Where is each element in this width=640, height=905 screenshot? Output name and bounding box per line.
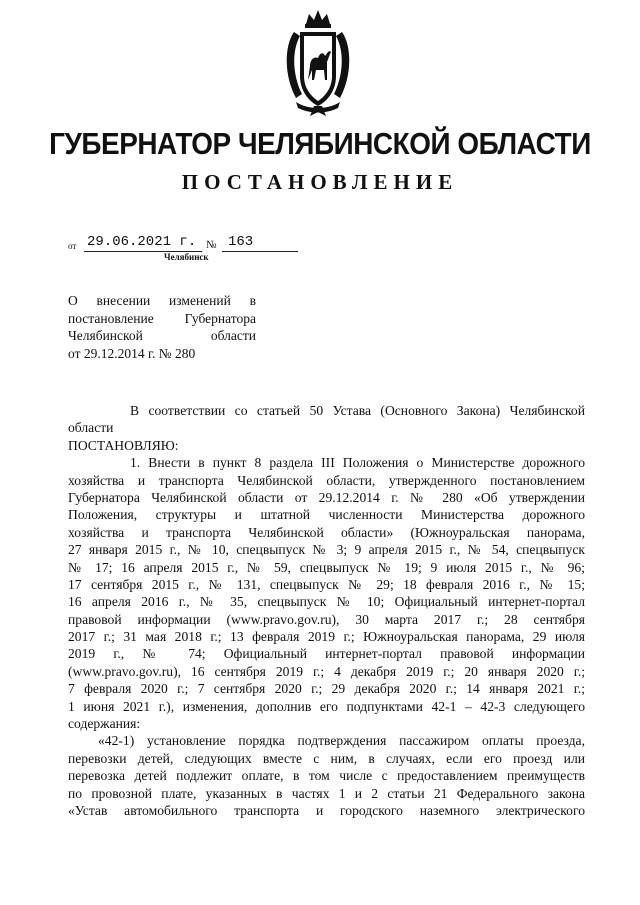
item1-line: 1 июня 2021 г.), изменения, дополнив его подпунктами 42-1 – 42-3 следующего: [68, 698, 585, 714]
item1-line: 7 февраля 2020 г.; 7 сентября 2020 г.; 29 декабря 2020 г.; 14 января 2021 г.;: [68, 681, 585, 697]
decree-word: ПОСТАНОВЛЯЮ:: [68, 437, 179, 453]
item42-1-line: «Устав автомобильного транспорта и городского наземного электрического: [68, 802, 585, 818]
item1-line: 16 апреля 2016 г., № 35, спецвыпуск № 10; Официальный интернет-портал: [68, 594, 585, 610]
subject-line: Челябинской области: [68, 328, 256, 343]
number-underline: [222, 251, 298, 252]
date-prefix: от: [68, 241, 77, 251]
item42-1-line: перевозка детей подлежит оплате, в том числе с предоставлением преимуществ: [68, 768, 585, 784]
item1-line: (www.pravo.gov.ru), 16 сентября 2019 г.; 4 декабря 2019 г.; 20 января 2020 г.;: [68, 663, 585, 679]
item1-line: хозяйства и транспорта Челябинской области, утвержденного постановлением: [68, 472, 585, 488]
authority-title: ГУБЕРНАТОР ЧЕЛЯБИНСКОЙ ОБЛАСТИ: [49, 126, 591, 161]
document-number: 163: [228, 234, 254, 250]
item42-1-line: перевозки детей, следующих вместе с ним, в случаях, если его проезд или: [68, 750, 585, 766]
subject-line: постановление Губернатора: [68, 310, 256, 326]
item1-line: Положения, структуры и штатной численности Министерства дорожного: [68, 507, 585, 523]
subject-line: от 29.12.2014 г. № 280: [68, 345, 196, 361]
item1-line: правовой информации (www.pravo.gov.ru), 30 марта 2017 г.; 28 сентября: [68, 611, 585, 627]
coat-of-arms-icon: [280, 6, 356, 118]
item1-line: № 17; 16 апреля 2015 г., № 59, спецвыпуск № 19; 9 июля 2015 г., № 96;: [68, 559, 585, 575]
number-prefix: №: [206, 239, 217, 251]
document-date: 29.06.2021 г.: [87, 234, 197, 250]
item1-line: 2017 г.; 31 мая 2018 г.; 13 февраля 2019 г.; Южноуральская панорама, 29 июля: [68, 629, 585, 645]
preamble-line: В соответствии со статьей 50 Устава (Основного Закона) Челябинской: [130, 403, 585, 418]
document-body: [68, 402, 585, 819]
item1-line: 27 января 2015 г., № 10, спецвыпуск № 3; 9 апреля 2015 г., № 54, спецвыпуск: [68, 542, 585, 558]
item1-line: 17 сентября 2015 г., № 131, спецвыпуск № 29; 18 февраля 2016 г., № 15;: [68, 576, 585, 592]
item1-line: хозяйства и транспорта Челябинской области» (Южноуральская панорама,: [68, 524, 585, 540]
document-type-title: ПОСТАНОВЛЕНИЕ: [181, 170, 459, 194]
item42-1-line: «42-1) установление порядка подтверждения пассажиром оплаты проезда,: [98, 733, 585, 749]
subject-block: [68, 292, 256, 362]
preamble-line: области: [68, 420, 114, 436]
item1-line: 2019 г., № 74; Официальный интернет-портал правовой информации: [68, 646, 585, 662]
item1-line: содержания:: [68, 716, 141, 732]
item42-1-line: по провозной плате, указанных в частях 1 и 2 статьи 21 Федерального закона: [68, 785, 585, 801]
item1-line: Губернатора Челябинской области от 29.12.2014 г. № 280 «Об утверждении: [68, 489, 585, 505]
city-label: Челябинск: [164, 252, 209, 262]
subject-line: О внесении изменений в: [68, 293, 256, 308]
item1-line: 1. Внести в пункт 8 раздела III Положения о Министерстве дорожного: [130, 455, 585, 471]
